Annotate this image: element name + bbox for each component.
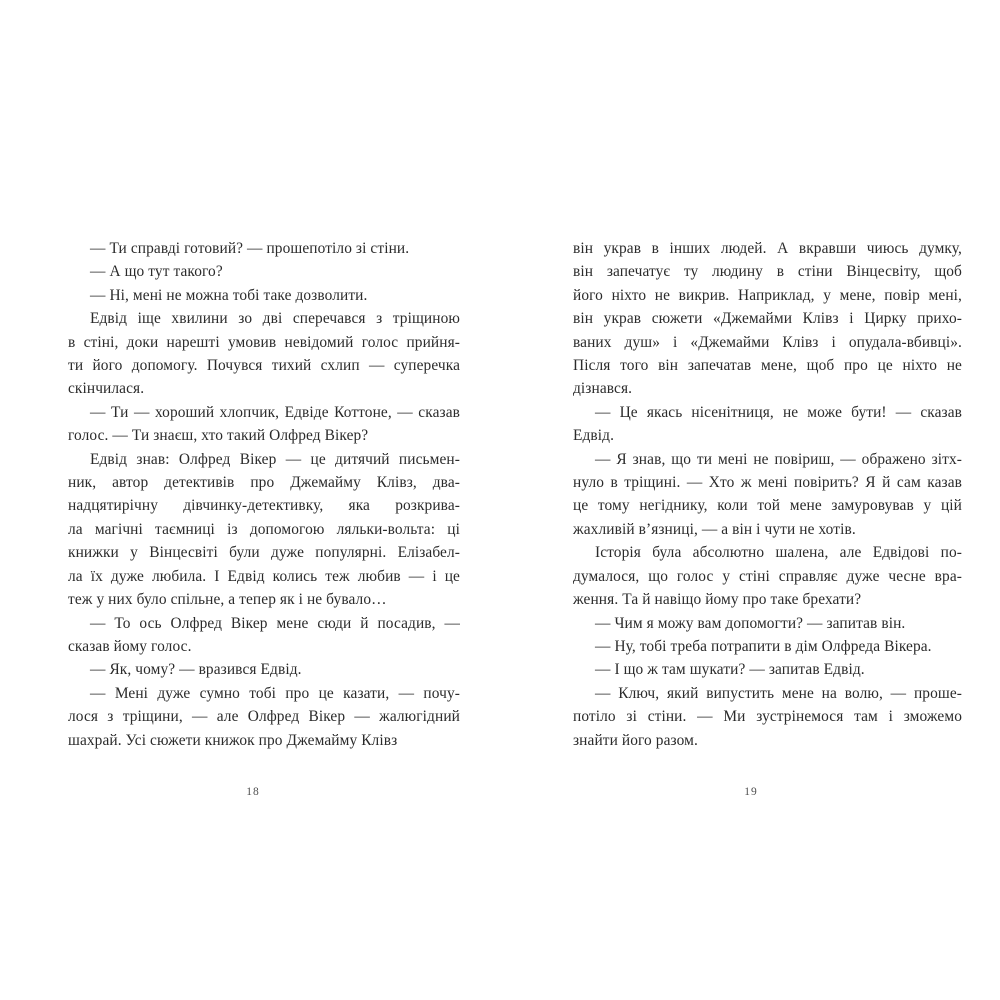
- text-line: — Я знав, що ти мені не повіриш, — ображено зітх-: [595, 450, 962, 468]
- text-line: жахливій в’язниці, — а він і чути не хотів.: [573, 520, 856, 538]
- text-line: надцятирічну дівчинку-детективку, яка розкрива-: [68, 497, 460, 515]
- text-line: думалося, що голос у стіні справляє дуже чесне вра-: [573, 567, 962, 585]
- text-line: — А що тут такого?: [90, 263, 223, 281]
- text-line: — То ось Олфред Вікер мене сюди й посадив, —: [90, 614, 460, 632]
- text-line: — Як, чому? — вразився Едвід.: [90, 661, 302, 679]
- text-line: сказав йому голос.: [68, 637, 192, 655]
- page-right-text-column: [573, 237, 962, 752]
- text-line: — Ти справді готовий? — прошепотіло зі стіни.: [90, 240, 410, 257]
- text-line: дізнався.: [573, 380, 633, 398]
- text-line: ла їх дуже любила. І Едвід колись теж любив — і це: [68, 567, 460, 585]
- text-line: він запечатує ту людину в стіни Вінцесвіту, щоб: [573, 263, 962, 281]
- text-line: ження. Та й навіщо йому про таке брехати?: [573, 591, 862, 609]
- text-line: в стіні, доки нарешті умовив невідомий голос прийня-: [68, 333, 460, 351]
- text-line: Едвід знав: Олфред Вікер — це дитячий письмен-: [90, 450, 460, 468]
- text-line: ник, автор детективів про Джемайму Клівз, два-: [68, 474, 460, 492]
- text-line: нуло в тріщині. — Хто ж мені повірить? Я й сам казав: [573, 474, 962, 492]
- text-line: — І що ж там шукати? — запитав Едвід.: [595, 661, 865, 679]
- text-line: книжки у Вінцесвіті були дуже популярні. Елізабел-: [68, 544, 460, 562]
- text-line: це тому негіднику, коли той мене замуровував у цій: [573, 497, 962, 515]
- text-line: Після того він запечатав мене, щоб про це ніхто не: [573, 357, 962, 375]
- page-left-text-column: [68, 237, 460, 752]
- text-line: — Ключ, який випустить мене на волю, — проше-: [595, 684, 962, 702]
- text-line: його ніхто не викрив. Наприклад, у мене, повір мені,: [573, 286, 962, 304]
- text-line: — Ні, мені не можна тобі таке дозволити.: [90, 286, 368, 304]
- text-line: скінчилася.: [68, 380, 145, 398]
- text-line: — Мені дуже сумно тобі про це казати, — почу-: [90, 684, 460, 702]
- text-line: знайти його разом.: [573, 731, 698, 749]
- text-line: ла магічні таємниці із допомогою ляльки-вольта: ці: [68, 520, 460, 538]
- text-line: Історія була абсолютно шалена, але Едвідові по-: [595, 544, 962, 562]
- text-line: голос. — Ти знаєш, хто такий Олфред Вікер?: [68, 427, 369, 445]
- page-number-left: 18: [246, 786, 260, 798]
- text-line: лося з тріщини, — але Олфред Вікер — жалюгідний: [68, 708, 460, 726]
- text-line: шахрай. Усі сюжети книжок про Джемайму Клівз: [68, 731, 398, 749]
- text-line: — Чим я можу вам допомогти? — запитав він.: [595, 614, 906, 632]
- text-line: теж у них було спільне, а тепер як і не бувало…: [68, 591, 387, 609]
- text-line: — Ну, тобі треба потрапити в дім Олфреда Вікера.: [595, 637, 932, 655]
- text-line: — Ти — хороший хлопчик, Едвіде Коттоне, — сказав: [90, 403, 460, 421]
- text-line: ваних душ» і «Джемайми Клівз і опудала-вбивці».: [573, 333, 962, 351]
- text-line: Едвід.: [573, 427, 615, 445]
- text-line: потіло зі стіни. — Ми зустрінемося там і зможемо: [573, 708, 962, 726]
- page-number-right: 19: [744, 786, 758, 798]
- text-line: він украв в інших людей. А вкравши чиюсь думку,: [573, 240, 962, 257]
- page-right: [500, 0, 1000, 1000]
- text-line: — Це якась нісенітниця, не може бути! — сказав: [595, 403, 962, 421]
- text-line: він украв сюжети «Джемайми Клівз і Цирку прихо-: [573, 310, 962, 328]
- text-line: ти його допомогу. Почувся тихий схлип — суперечка: [68, 357, 460, 375]
- text-line: Едвід іще хвилини зо дві сперечався з тріщиною: [90, 310, 460, 328]
